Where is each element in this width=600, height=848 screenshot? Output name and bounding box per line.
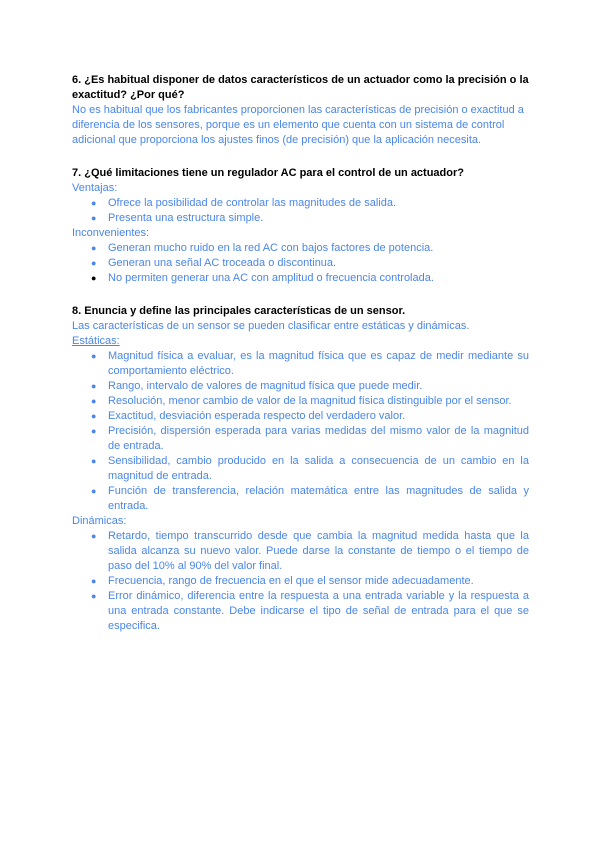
list-item: ● Precisión, dispersión esperada para varias medidas del mismo valor de la magnitud de entrada. — [91, 425, 529, 452]
bullet-icon: ● — [91, 351, 97, 361]
bullet-icon: ● — [91, 486, 97, 496]
list-item: ● Presenta una estructura simple. — [91, 212, 264, 224]
list-item: ● Función de transferencia, relación matemática entre las magnitudes de salida y entrada. — [91, 485, 529, 512]
question-8-heading: 8. Enuncia y define las principales características de un sensor. — [72, 305, 406, 317]
bullet-icon: ● — [91, 213, 97, 223]
list-item: ● Ofrece la posibilidad de controlar las magnitudes de salida. — [91, 197, 396, 209]
document-content — [72, 73, 529, 652]
bullet-icon: ● — [91, 273, 97, 283]
list-item: ● Generan mucho ruido en la red AC con bajos factores de potencia. — [91, 242, 434, 254]
bullet-icon: ● — [91, 243, 97, 253]
list-item: ● Generan una señal AC troceada o discontinua. — [91, 257, 337, 269]
list-item: ● Rango, intervalo de valores de magnitud física que puede medir. — [91, 380, 423, 392]
inconvenientes-list — [72, 241, 529, 286]
ventajas-list — [72, 196, 529, 226]
question-8-intro: Las características de un sensor se pueden clasificar entre estáticas y dinámicas. — [72, 320, 470, 332]
list-item: ● No permiten generar una AC con amplitud o frecuencia controlada. — [91, 272, 434, 284]
question-6-heading: 6. ¿Es habitual disponer de datos característicos de un actuador como la precisión o la exactitud? ¿Por qué? — [72, 74, 529, 101]
bullet-icon: ● — [91, 381, 97, 391]
section-question-7 — [72, 166, 529, 286]
list-item: ● Sensibilidad, cambio producido en la salida a consecuencia de un cambio en la magnitud de entrada. — [91, 455, 529, 482]
bullet-icon: ● — [91, 426, 97, 436]
question-6-answer: No es habitual que los fabricantes proporcionen las características de precisión o exactitud a diferencia de los sensores, porque es un elemento que cuenta con un sistema de control adicional que proporciona los ajustes finos (de precisión) que la aplicación necesita. — [72, 104, 524, 146]
section-question-8 — [72, 304, 529, 634]
dinamicas-label: Dinámicas: — [72, 515, 127, 527]
list-item: ● Magnitud física a evaluar, es la magnitud física que es capaz de medir mediante su comportamiento eléctrico. — [91, 350, 529, 377]
bullet-icon: ● — [91, 591, 97, 601]
question-7-heading: 7. ¿Qué limitaciones tiene un regulador AC para el control de un actuador? — [72, 167, 464, 179]
bullet-icon: ● — [91, 456, 97, 466]
bullet-icon: ● — [91, 198, 97, 208]
estaticas-list — [72, 349, 529, 514]
list-item: ● Resolución, menor cambio de valor de la magnitud física distinguible por el sensor. — [91, 395, 512, 407]
estaticas-label: Estáticas: — [72, 335, 120, 347]
list-item: ● Retardo, tiempo transcurrido desde que cambia la magnitud medida hasta que la salida alcanza su nuevo valor. Puede darse la constante de tiempo o el tiempo de paso del 10% al 90% del valor final. — [91, 530, 529, 572]
ventajas-label: Ventajas: — [72, 182, 118, 194]
bullet-icon: ● — [91, 258, 97, 268]
bullet-icon: ● — [91, 396, 97, 406]
list-item: ● Error dinámico, diferencia entre la respuesta a una entrada variable y la respuesta a una entrada constante. Debe indicarse el tipo de señal de entrada para el que se especifica. — [91, 590, 529, 632]
bullet-icon: ● — [91, 576, 97, 586]
inconvenientes-label: Inconvenientes: — [72, 227, 150, 239]
list-item: ● Exactitud, desviación esperada respecto del verdadero valor. — [91, 410, 406, 422]
bullet-icon: ● — [91, 531, 97, 541]
bullet-icon: ● — [91, 411, 97, 421]
section-question-6 — [72, 73, 529, 148]
list-item: ● Frecuencia, rango de frecuencia en el que el sensor mide adecuadamente. — [91, 575, 474, 587]
dinamicas-list — [72, 529, 529, 634]
